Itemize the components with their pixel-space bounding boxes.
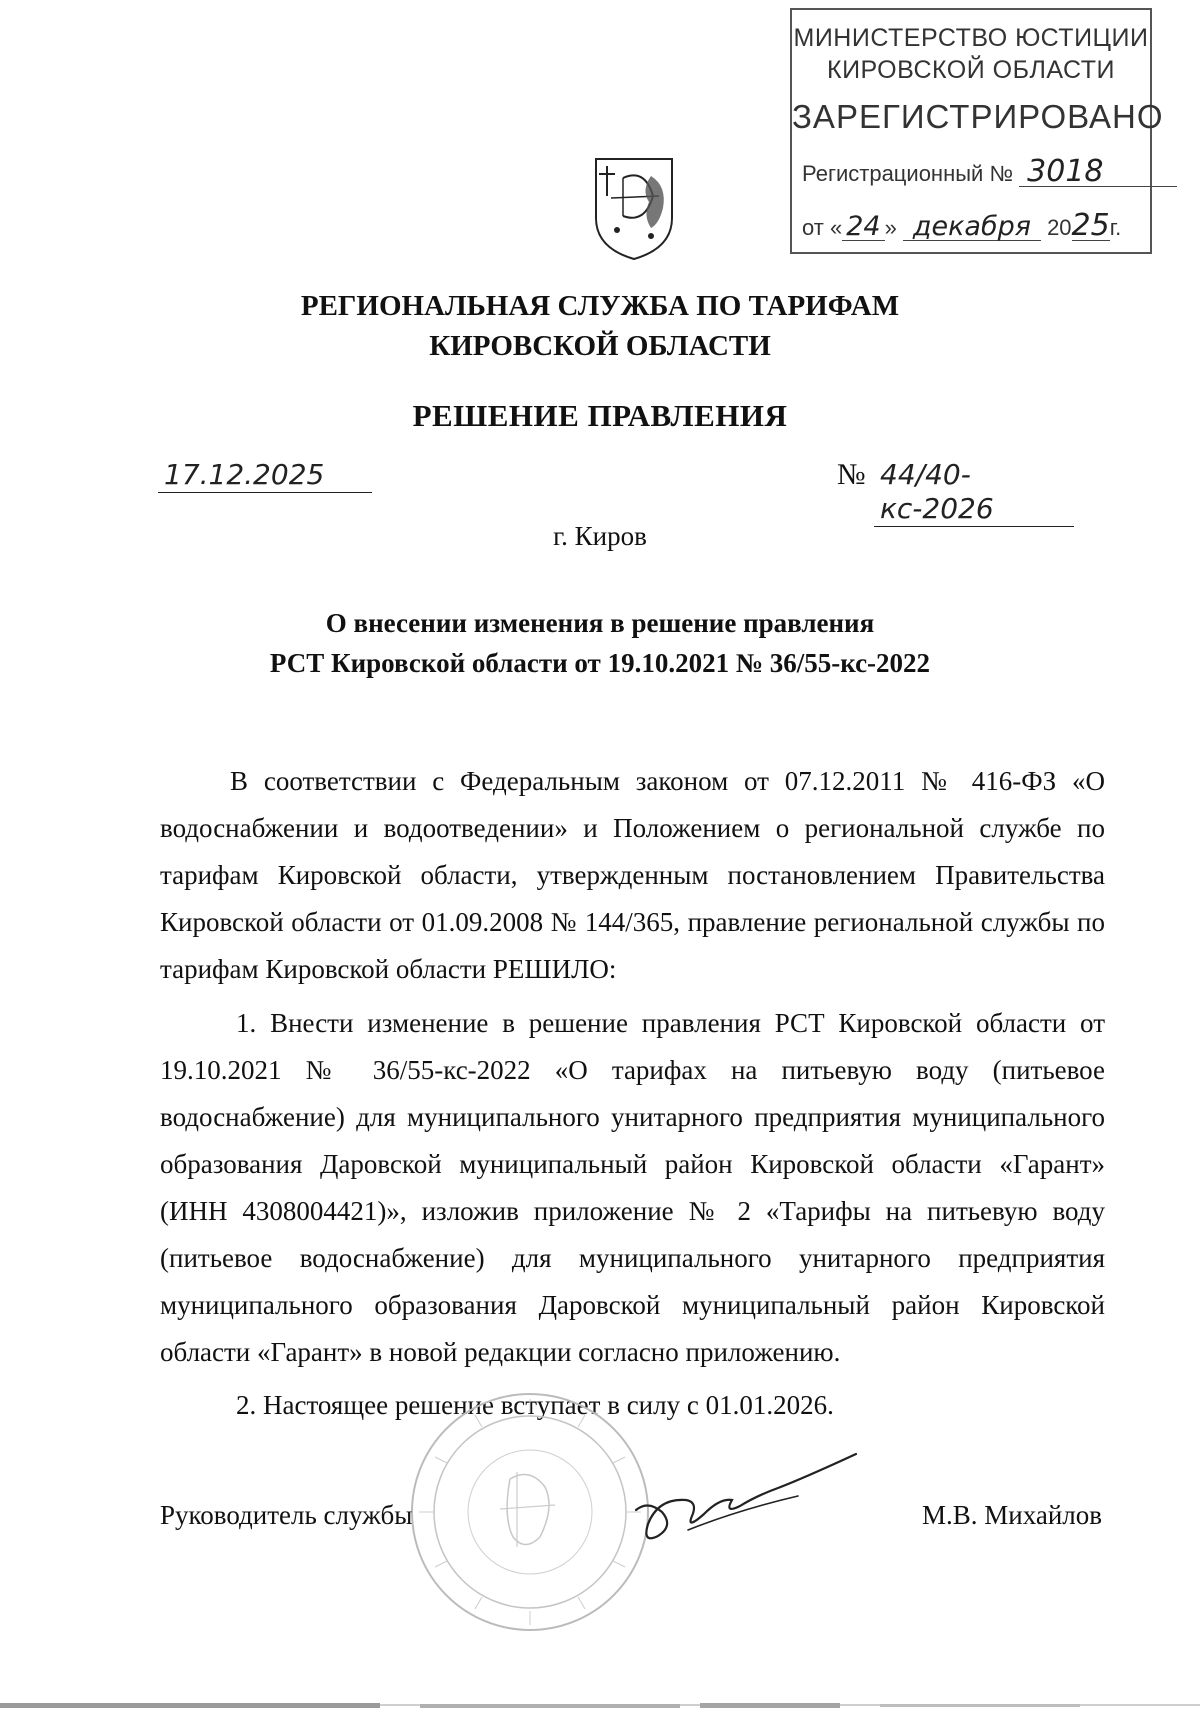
stamp-region: КИРОВСКОЙ ОБЛАСТИ	[827, 56, 1115, 84]
document-title: РЕШЕНИЕ ПРАВЛЕНИЯ	[412, 398, 788, 433]
stamp-year-suffix: 25	[1071, 208, 1110, 243]
item-2-paragraph: 2. Настоящее решение вступает в силу с 01.01.2026.	[236, 1390, 834, 1420]
stamp-year-prefix: 20	[1047, 215, 1072, 240]
document-date: 17.12.2025	[158, 458, 372, 493]
stamp-reg-number: 3018	[1019, 158, 1177, 187]
stamp-month: декабря	[903, 214, 1041, 241]
stamp-reg-label: Регистрационный №	[802, 161, 1014, 186]
subject-line1: О внесении изменения в решение правления	[325, 608, 875, 638]
signatory-position: Руководитель службы	[160, 1500, 413, 1530]
document-number: 44/40-кс-2026	[874, 458, 1074, 527]
city: г. Киров	[553, 521, 647, 551]
coat-of-arms-icon	[593, 156, 675, 262]
registration-stamp	[790, 8, 1164, 254]
stamp-ministry: МИНИСТЕРСТВО ЮСТИЦИИ	[793, 24, 1149, 52]
org-name-line2: КИРОВСКОЙ ОБЛАСТИ	[429, 330, 771, 362]
stamp-from-label: от	[802, 215, 824, 240]
item-1-paragraph: 1. Внести изменение в решение правления РСТ Кировской области от 19.10.2021 № 36/55-кс-2022 «О тарифах на питьевую воду (питьевое водоснабжение) для муниципального унитарного предприятия муниципального образования Даровской муниципальный район Кировской области «Гарант» (ИНН 4308004421)», изложив приложение № 2 «Тарифы на питьевую воду (питьевое водоснабжение) для муниципального унитарного предприятия муниципального образования Даровской муниципальный район Кировской области «Гарант» в новой редакции согласно приложению.	[160, 1008, 1105, 1367]
stamp-date-line: от « 24 » декабря 2025г.	[802, 208, 1122, 243]
stamp-year-unit: г.	[1109, 215, 1122, 240]
org-name-line1: РЕГИОНАЛЬНАЯ СЛУЖБА ПО ТАРИФАМ	[300, 290, 900, 322]
subject-line2: РСТ Кировской области от 19.10.2021 № 36/55-кс-2022	[269, 648, 931, 678]
preamble-paragraph: В соответствии с Федеральным законом от 07.12.2011 № 416-ФЗ «О водоснабжении и водоотведении» и Положением о региональной службе по тарифам Кировской области, утвержденным постановлением Правительства Кировской области от 01.09.2008 № 144/365, правление региональной службы по тарифам Кировской области РЕШИЛО:	[160, 766, 1105, 984]
stamp-reg-line	[802, 154, 1177, 189]
signatory-name: М.В. Михайлов	[922, 1500, 1103, 1530]
scan-edge-artifact	[0, 1703, 1200, 1709]
stamp-day: 24	[842, 214, 884, 241]
handwritten-signature-icon	[628, 1440, 868, 1560]
official-seal-icon	[405, 1387, 655, 1637]
number-label: №	[837, 458, 866, 491]
stamp-status: ЗАРЕГИСТРИРОВАНО	[792, 98, 1164, 135]
